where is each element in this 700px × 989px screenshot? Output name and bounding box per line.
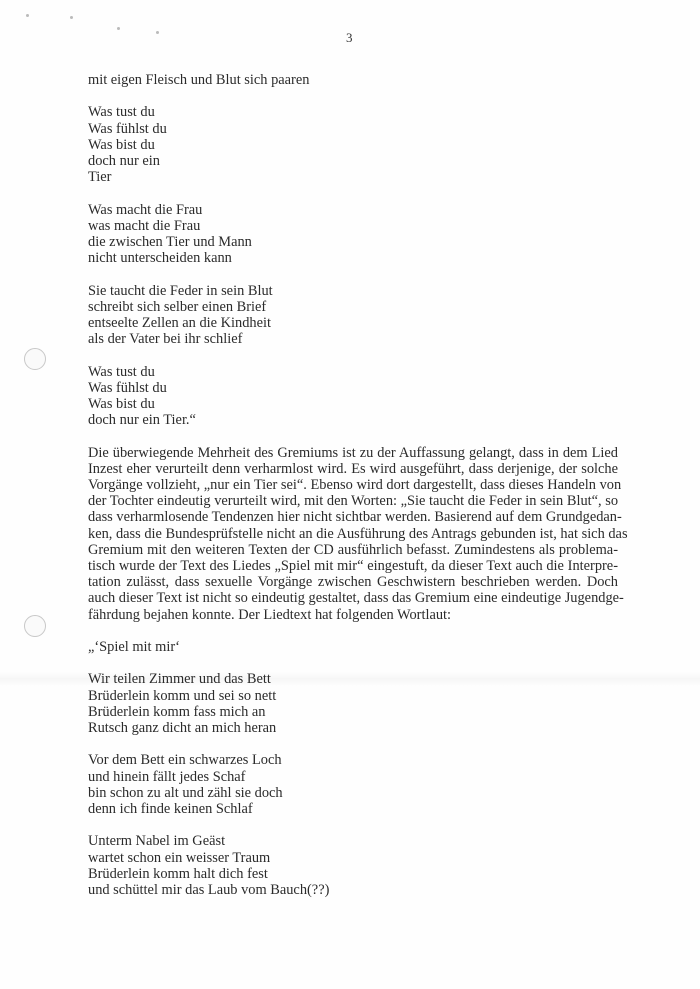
verse-line: Was bist du — [88, 396, 155, 412]
verse-line: Was fühlst du — [88, 120, 167, 137]
punch-hole-top — [24, 348, 46, 370]
stanza — [88, 104, 618, 185]
stanza — [88, 283, 618, 348]
scan-speck — [156, 31, 159, 34]
verse-line: was macht die Frau — [88, 217, 201, 234]
verse-line: Brüderlein komm und sei so nett — [88, 687, 277, 704]
song-title-text: „‘Spiel mit mir‘ — [88, 639, 180, 656]
paragraph-line: Die überwiegende Mehrheit des Gremiums ist zu der Auffassung gelangt, dass in dem Lied — [88, 444, 618, 461]
verse-line: als der Vater bei ihr schlief — [88, 331, 243, 348]
verse-line: denn ich finde keinen Schlaf — [88, 801, 253, 818]
poem-excerpt-top — [88, 72, 618, 428]
stanza — [88, 833, 618, 898]
stanza — [88, 364, 618, 429]
paragraph-line: auch dieser Text ist nicht so eindeutig gestaltet, dass das Gremium eine eindeutige Jugendge- — [88, 590, 624, 607]
page-content — [88, 72, 628, 914]
verse-line: wartet schon ein weisser Traum — [88, 849, 271, 866]
stanza — [88, 752, 618, 817]
stanza — [88, 202, 618, 267]
verse-line: und hinein fällt jedes Schaf — [88, 768, 246, 785]
verse-line: Wir teilen Zimmer und das Bett — [88, 671, 271, 688]
verse-line: Vor dem Bett ein schwarzes Loch — [88, 752, 282, 769]
paragraph-line: Inzest eher verurteilt denn verharmlost wird. Es wird ausgeführt, dass derjenige, der solche — [88, 460, 618, 477]
body-paragraph — [88, 444, 628, 623]
verse-line: Was fühlst du — [88, 379, 167, 396]
verse-line: Tier — [88, 169, 112, 186]
verse-line: mit eigen Fleisch und Blut sich paaren — [88, 72, 310, 88]
verse-line: entseelte Zellen an die Kindheit — [88, 315, 272, 331]
verse-line: Was macht die Frau — [88, 201, 203, 218]
paragraph-line: tation zulässt, dass sexuelle Vorgänge zwischen Geschwistern beschrieben werden. Doch — [88, 574, 618, 591]
paragraph-line: fährdung bejahen konnte. Der Liedtext hat folgenden Wortlaut: — [88, 606, 452, 623]
verse-line: Brüderlein komm fass mich an — [88, 703, 266, 720]
paragraph-line: Gremium mit den weiteren Texten der CD ausführlich befasst. Zumindestens als problema- — [88, 541, 618, 558]
poem-excerpt-bottom — [88, 671, 618, 898]
paragraph-line: Vorgänge vollzieht, „nur ein Tier sei“. Ebenso wird dort dargestellt, dass dieses Handeln von — [88, 477, 622, 493]
verse-line: und schüttel mir das Laub vom Bauch(??) — [88, 882, 330, 899]
verse-line: Rutsch ganz dicht an mich heran — [88, 720, 277, 737]
verse-line: Was bist du — [88, 136, 155, 153]
stanza — [88, 671, 618, 736]
verse-line: Was tust du — [88, 363, 155, 380]
punch-hole-bottom — [24, 615, 46, 637]
verse-line: nicht unterscheiden kann — [88, 250, 232, 267]
verse-line: Unterm Nabel im Geäst — [88, 833, 226, 850]
paragraph-line: ken, dass die Bundesprüfstelle nicht an die Ausführung des Antrags gebunden ist, hat sich das — [88, 525, 628, 542]
page-number: 3 — [346, 30, 353, 45]
verse-line: Sie taucht die Feder in sein Blut — [88, 282, 273, 299]
paragraph-line: tisch wurde der Text des Liedes „Spiel mit mir“ eingestuft, da dieser Text auch die Interpre- — [88, 558, 618, 575]
verse-line: Brüderlein komm halt dich fest — [88, 865, 268, 882]
verse-line: schreibt sich selber einen Brief — [88, 298, 267, 315]
scan-speck — [26, 14, 29, 17]
verse-line: doch nur ein — [88, 153, 160, 169]
verse-line: die zwischen Tier und Mann — [88, 234, 252, 250]
stanza — [88, 72, 618, 88]
paragraph-line: der Tochter eindeutig verurteilt wird, mit den Worten: „Sie taucht die Feder in sein Blut“, so — [88, 493, 619, 510]
scan-speck — [117, 27, 120, 30]
paragraph-line: dass verharmlosende Tendenzen hier nicht sichtbar werden. Basierend auf dem Grundgedan- — [88, 509, 622, 526]
verse-line: Was tust du — [88, 104, 155, 121]
verse-line: bin schon zu alt und zähl sie doch — [88, 784, 283, 801]
verse-line: doch nur ein Tier.“ — [88, 412, 196, 429]
scan-speck — [70, 16, 73, 19]
song-title — [88, 639, 618, 655]
